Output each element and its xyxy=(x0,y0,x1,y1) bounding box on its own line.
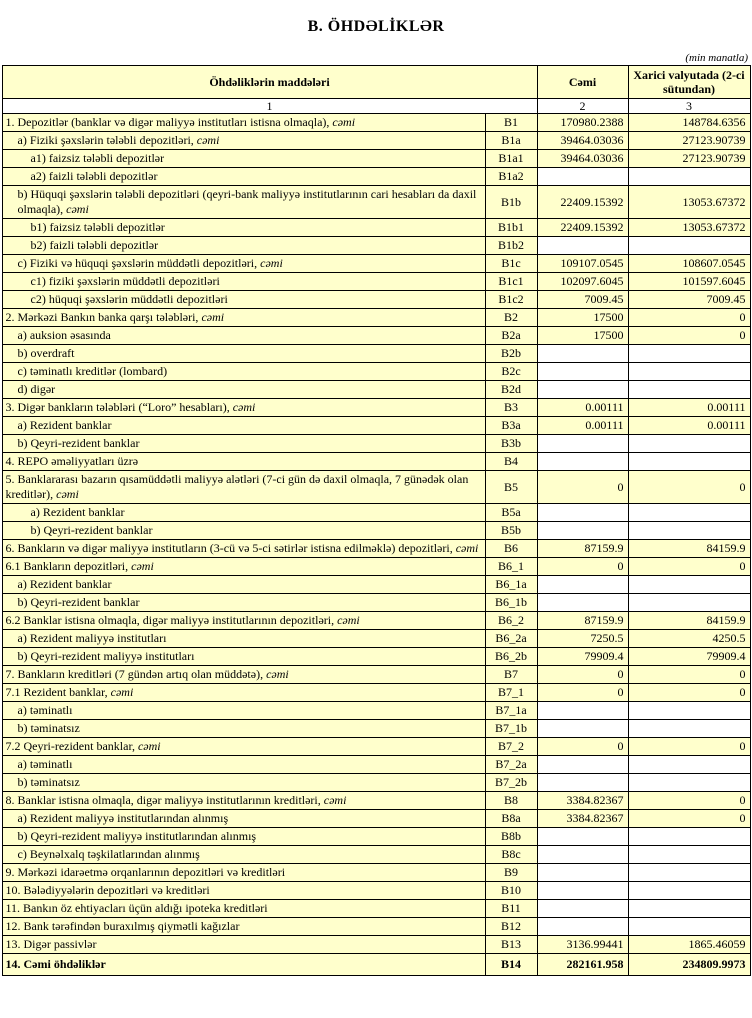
total-value xyxy=(537,900,628,918)
foreign-value: 27123.90739 xyxy=(628,150,750,168)
row-code: B5b xyxy=(485,522,537,540)
total-value xyxy=(537,882,628,900)
row-code: B1b2 xyxy=(485,237,537,255)
row-code: B1c xyxy=(485,255,537,273)
total-value: 102097.6045 xyxy=(537,273,628,291)
table-row xyxy=(2,219,750,237)
item-label: b) Qeyri-rezident banklar xyxy=(2,435,485,453)
total-value xyxy=(537,756,628,774)
item-label: c) Beynəlxalq təşkilatlarından alınmış xyxy=(2,846,485,864)
table-row xyxy=(2,594,750,612)
item-label: c2) hüquqi şəxslərin müddətli depozitləri xyxy=(2,291,485,309)
table-row xyxy=(2,327,750,345)
row-code: B8 xyxy=(485,792,537,810)
table-row xyxy=(2,309,750,327)
row-code: B6_1 xyxy=(485,558,537,576)
total-value xyxy=(537,918,628,936)
total-value xyxy=(537,864,628,882)
column-number-2: 2 xyxy=(537,99,628,114)
total-value xyxy=(537,720,628,738)
item-label: b1) faizsiz tələbli depozitlər xyxy=(2,219,485,237)
table-row xyxy=(2,720,750,738)
table-row xyxy=(2,540,750,558)
table-row xyxy=(2,828,750,846)
foreign-value: 0 xyxy=(628,810,750,828)
row-code: B6_1b xyxy=(485,594,537,612)
item-label: 6.1 Bankların depozitləri, cəmi xyxy=(2,558,485,576)
foreign-value xyxy=(628,882,750,900)
table-row xyxy=(2,936,750,954)
table-row xyxy=(2,666,750,684)
foreign-value: 0 xyxy=(628,684,750,702)
unit-note: (min manatla) xyxy=(685,52,748,64)
table-row xyxy=(2,882,750,900)
row-code: B7 xyxy=(485,666,537,684)
total-value: 79909.4 xyxy=(537,648,628,666)
foreign-value: 13053.67372 xyxy=(628,219,750,237)
table-row xyxy=(2,558,750,576)
foreign-value xyxy=(628,168,750,186)
row-code: B1a xyxy=(485,132,537,150)
row-code: B7_1 xyxy=(485,684,537,702)
row-code: B8b xyxy=(485,828,537,846)
row-code: B7_2b xyxy=(485,774,537,792)
total-value: 7250.5 xyxy=(537,630,628,648)
row-code: B7_1a xyxy=(485,702,537,720)
item-label: a2) faizli tələbli depozitlər xyxy=(2,168,485,186)
item-label: b) təminatsız xyxy=(2,774,485,792)
row-code: B1c2 xyxy=(485,291,537,309)
foreign-value xyxy=(628,918,750,936)
item-label: 6. Bankların və digər maliyyə institutların (3-cü və 5-ci sətirlər istisna edilməklə) depozitləri, cəmi xyxy=(2,540,485,558)
item-label: 2. Mərkəzi Bankın banka qarşı tələbləri, cəmi xyxy=(2,309,485,327)
total-value: 0 xyxy=(537,738,628,756)
table-row xyxy=(2,114,750,132)
foreign-value: 0.00111 xyxy=(628,417,750,435)
foreign-value xyxy=(628,345,750,363)
foreign-value: 0 xyxy=(628,666,750,684)
total-value: 0 xyxy=(537,684,628,702)
total-value xyxy=(537,381,628,399)
total-value xyxy=(537,504,628,522)
total-value xyxy=(537,576,628,594)
total-value xyxy=(537,453,628,471)
item-label: a) təminatlı xyxy=(2,756,485,774)
row-code: B10 xyxy=(485,882,537,900)
header-foreign: Xarici valyutada (2-ci sütundan) xyxy=(628,66,750,99)
foreign-value xyxy=(628,453,750,471)
total-value: 87159.9 xyxy=(537,612,628,630)
item-label: 9. Mərkəzi idarəetmə orqanlarının depozitləri və kreditləri xyxy=(2,864,485,882)
total-value: 0 xyxy=(537,558,628,576)
foreign-value: 0 xyxy=(628,792,750,810)
foreign-value xyxy=(628,522,750,540)
item-label: 8. Banklar istisna olmaqla, digər maliyyə institutlarının kreditləri, cəmi xyxy=(2,792,485,810)
row-code: B13 xyxy=(485,936,537,954)
item-label: b) Qeyri-rezident maliyyə institutları xyxy=(2,648,485,666)
table-row xyxy=(2,900,750,918)
row-code: B6_2 xyxy=(485,612,537,630)
item-label: b) Qeyri-rezident banklar xyxy=(2,594,485,612)
total-value: 39464.03036 xyxy=(537,132,628,150)
item-label: b) overdraft xyxy=(2,345,485,363)
row-code: B6 xyxy=(485,540,537,558)
total-value: 3384.82367 xyxy=(537,810,628,828)
item-label: a) Rezident banklar xyxy=(2,417,485,435)
item-label: 4. REPO əməliyyatları üzrə xyxy=(2,453,485,471)
foreign-value: 7009.45 xyxy=(628,291,750,309)
total-value: 17500 xyxy=(537,309,628,327)
row-code: B2d xyxy=(485,381,537,399)
row-code: B8c xyxy=(485,846,537,864)
total-value: 22409.15392 xyxy=(537,186,628,219)
total-value: 109107.0545 xyxy=(537,255,628,273)
row-code: B6_2a xyxy=(485,630,537,648)
row-code: B3 xyxy=(485,399,537,417)
foreign-value: 101597.6045 xyxy=(628,273,750,291)
foreign-value xyxy=(628,576,750,594)
foreign-value xyxy=(628,774,750,792)
total-value: 87159.9 xyxy=(537,540,628,558)
table-row xyxy=(2,918,750,936)
item-label: c1) fiziki şəxslərin müddətli depozitləri xyxy=(2,273,485,291)
header-items: Öhdəliklərin maddələri xyxy=(2,66,537,99)
table-row xyxy=(2,648,750,666)
total-value: 22409.15392 xyxy=(537,219,628,237)
row-code: B1b1 xyxy=(485,219,537,237)
liabilities-table xyxy=(2,65,751,976)
table-row xyxy=(2,576,750,594)
item-label: b) təminatsız xyxy=(2,720,485,738)
total-value xyxy=(537,237,628,255)
row-code: B7_1b xyxy=(485,720,537,738)
table-row xyxy=(2,186,750,219)
table-row xyxy=(2,168,750,186)
foreign-value xyxy=(628,237,750,255)
table-row xyxy=(2,864,750,882)
header-row xyxy=(2,66,750,99)
item-label: a) auksion əsasında xyxy=(2,327,485,345)
item-label: a) Rezident banklar xyxy=(2,576,485,594)
row-code: B5 xyxy=(485,471,537,504)
row-code: B4 xyxy=(485,453,537,471)
table-row xyxy=(2,363,750,381)
total-value: 17500 xyxy=(537,327,628,345)
row-code: B7_2a xyxy=(485,756,537,774)
foreign-value xyxy=(628,594,750,612)
row-code: B2b xyxy=(485,345,537,363)
table-row xyxy=(2,291,750,309)
table-row xyxy=(2,774,750,792)
item-label: d) digər xyxy=(2,381,485,399)
table-row xyxy=(2,381,750,399)
foreign-value: 0 xyxy=(628,558,750,576)
foreign-value xyxy=(628,900,750,918)
total-value: 3384.82367 xyxy=(537,792,628,810)
total-value xyxy=(537,828,628,846)
table-row xyxy=(2,345,750,363)
item-label: 3. Digər bankların tələbləri (“Loro” hesabları), cəmi xyxy=(2,399,485,417)
foreign-value xyxy=(628,846,750,864)
table-row xyxy=(2,453,750,471)
total-value xyxy=(537,363,628,381)
table-row xyxy=(2,273,750,291)
total-value xyxy=(537,702,628,720)
row-code: B1b xyxy=(485,186,537,219)
item-label: a) təminatlı xyxy=(2,702,485,720)
item-label: c) təminatlı kreditlər (lombard) xyxy=(2,363,485,381)
table-row xyxy=(2,237,750,255)
row-code: B12 xyxy=(485,918,537,936)
total-value: 170980.2388 xyxy=(537,114,628,132)
page-title: B. ÖHDƏLİKLƏR xyxy=(307,18,445,35)
item-label: 7. Bankların kreditləri (7 gündən artıq olan müddətə), cəmi xyxy=(2,666,485,684)
row-code: B1 xyxy=(485,114,537,132)
foreign-value xyxy=(628,828,750,846)
foreign-value: 148784.6356 xyxy=(628,114,750,132)
total-value xyxy=(537,594,628,612)
item-label: b) Hüquqi şəxslərin tələbli depozitləri (qeyri-bank maliyyə institutlarının cari hesabları da daxil olmaqla), cəmi xyxy=(2,186,485,219)
row-code: B6_2b xyxy=(485,648,537,666)
total-value xyxy=(537,774,628,792)
foreign-value: 84159.9 xyxy=(628,612,750,630)
header-total: Cəmi xyxy=(537,66,628,99)
foreign-value xyxy=(628,864,750,882)
foreign-value xyxy=(628,363,750,381)
item-label: b) Qeyri-rezident banklar xyxy=(2,522,485,540)
item-label: a1) faizsiz tələbli depozitlər xyxy=(2,150,485,168)
foreign-value: 1865.46059 xyxy=(628,936,750,954)
table-header xyxy=(2,66,750,114)
row-code: B3a xyxy=(485,417,537,435)
item-label: c) Fiziki və hüquqi şəxslərin müddətli depozitləri, cəmi xyxy=(2,255,485,273)
item-label: 7.1 Rezident banklar, cəmi xyxy=(2,684,485,702)
foreign-value xyxy=(628,381,750,399)
item-label: a) Rezident maliyyə institutları xyxy=(2,630,485,648)
column-number-3: 3 xyxy=(628,99,750,114)
total-value xyxy=(537,345,628,363)
table-row xyxy=(2,738,750,756)
table-row xyxy=(2,684,750,702)
total-value xyxy=(537,522,628,540)
total-value: 3136.99441 xyxy=(537,936,628,954)
foreign-value: 0.00111 xyxy=(628,399,750,417)
item-label: a) Fiziki şəxslərin tələbli depozitləri, cəmi xyxy=(2,132,485,150)
table-row xyxy=(2,435,750,453)
foreign-value: 234809.9973 xyxy=(628,954,750,976)
table-body xyxy=(2,114,750,976)
row-code: B14 xyxy=(485,954,537,976)
row-code: B2c xyxy=(485,363,537,381)
report-page xyxy=(0,18,752,976)
table-row xyxy=(2,810,750,828)
row-code: B8a xyxy=(485,810,537,828)
row-code: B3b xyxy=(485,435,537,453)
foreign-value xyxy=(628,504,750,522)
row-code: B2 xyxy=(485,309,537,327)
foreign-value: 108607.0545 xyxy=(628,255,750,273)
row-code: B9 xyxy=(485,864,537,882)
table-row xyxy=(2,504,750,522)
foreign-value xyxy=(628,702,750,720)
row-code: B1a2 xyxy=(485,168,537,186)
row-code: B5a xyxy=(485,504,537,522)
item-label: 13. Digər passivlər xyxy=(2,936,485,954)
foreign-value: 79909.4 xyxy=(628,648,750,666)
row-code: B1c1 xyxy=(485,273,537,291)
foreign-value: 27123.90739 xyxy=(628,132,750,150)
foreign-value: 84159.9 xyxy=(628,540,750,558)
total-value: 282161.958 xyxy=(537,954,628,976)
table-row xyxy=(2,612,750,630)
foreign-value: 13053.67372 xyxy=(628,186,750,219)
foreign-value: 0 xyxy=(628,327,750,345)
foreign-value: 0 xyxy=(628,471,750,504)
item-label: a) Rezident maliyyə institutlarından alınmış xyxy=(2,810,485,828)
foreign-value xyxy=(628,435,750,453)
total-value: 0 xyxy=(537,666,628,684)
total-value xyxy=(537,435,628,453)
item-label: 11. Bankın öz ehtiyacları üçün aldığı ipoteka kreditləri xyxy=(2,900,485,918)
item-label: 7.2 Qeyri-rezident banklar, cəmi xyxy=(2,738,485,756)
total-value: 0.00111 xyxy=(537,417,628,435)
item-label: a) Rezident banklar xyxy=(2,504,485,522)
item-label: b) Qeyri-rezident maliyyə institutlarından alınmış xyxy=(2,828,485,846)
table-row xyxy=(2,702,750,720)
item-label: 1. Depozitlər (banklar və digər maliyyə institutları istisna olmaqla), cəmi xyxy=(2,114,485,132)
foreign-value xyxy=(628,756,750,774)
table-row xyxy=(2,756,750,774)
foreign-value xyxy=(628,720,750,738)
total-value xyxy=(537,168,628,186)
table-row xyxy=(2,522,750,540)
table-row xyxy=(2,255,750,273)
item-label: 5. Banklararası bazarın qısamüddətli maliyyə alətləri (7-ci gün də daxil olmaqla, 7 günədək olan kreditlər), cəmi xyxy=(2,471,485,504)
total-value: 0.00111 xyxy=(537,399,628,417)
table-row xyxy=(2,630,750,648)
table-row xyxy=(2,792,750,810)
row-code: B1a1 xyxy=(485,150,537,168)
total-value: 39464.03036 xyxy=(537,150,628,168)
item-label: 10. Bələdiyyələrin depozitləri və kreditləri xyxy=(2,882,485,900)
table-row xyxy=(2,399,750,417)
foreign-value: 4250.5 xyxy=(628,630,750,648)
table-row xyxy=(2,417,750,435)
total-value: 0 xyxy=(537,471,628,504)
table-row xyxy=(2,954,750,976)
row-code: B11 xyxy=(485,900,537,918)
total-value xyxy=(537,846,628,864)
column-number-1: 1 xyxy=(2,99,537,114)
table-row xyxy=(2,150,750,168)
table-row xyxy=(2,846,750,864)
column-number-row xyxy=(2,99,750,114)
foreign-value: 0 xyxy=(628,738,750,756)
item-label: b2) faizli tələbli depozitlər xyxy=(2,237,485,255)
row-code: B6_1a xyxy=(485,576,537,594)
row-code: B2a xyxy=(485,327,537,345)
table-row xyxy=(2,471,750,504)
item-label: 12. Bank tərəfindən buraxılmış qiymətli kağızlar xyxy=(2,918,485,936)
foreign-value: 0 xyxy=(628,309,750,327)
table-row xyxy=(2,132,750,150)
total-value: 7009.45 xyxy=(537,291,628,309)
item-label: 6.2 Banklar istisna olmaqla, digər maliyyə institutlarının depozitləri, cəmi xyxy=(2,612,485,630)
item-label: 14. Cəmi öhdəliklər xyxy=(2,954,485,976)
row-code: B7_2 xyxy=(485,738,537,756)
